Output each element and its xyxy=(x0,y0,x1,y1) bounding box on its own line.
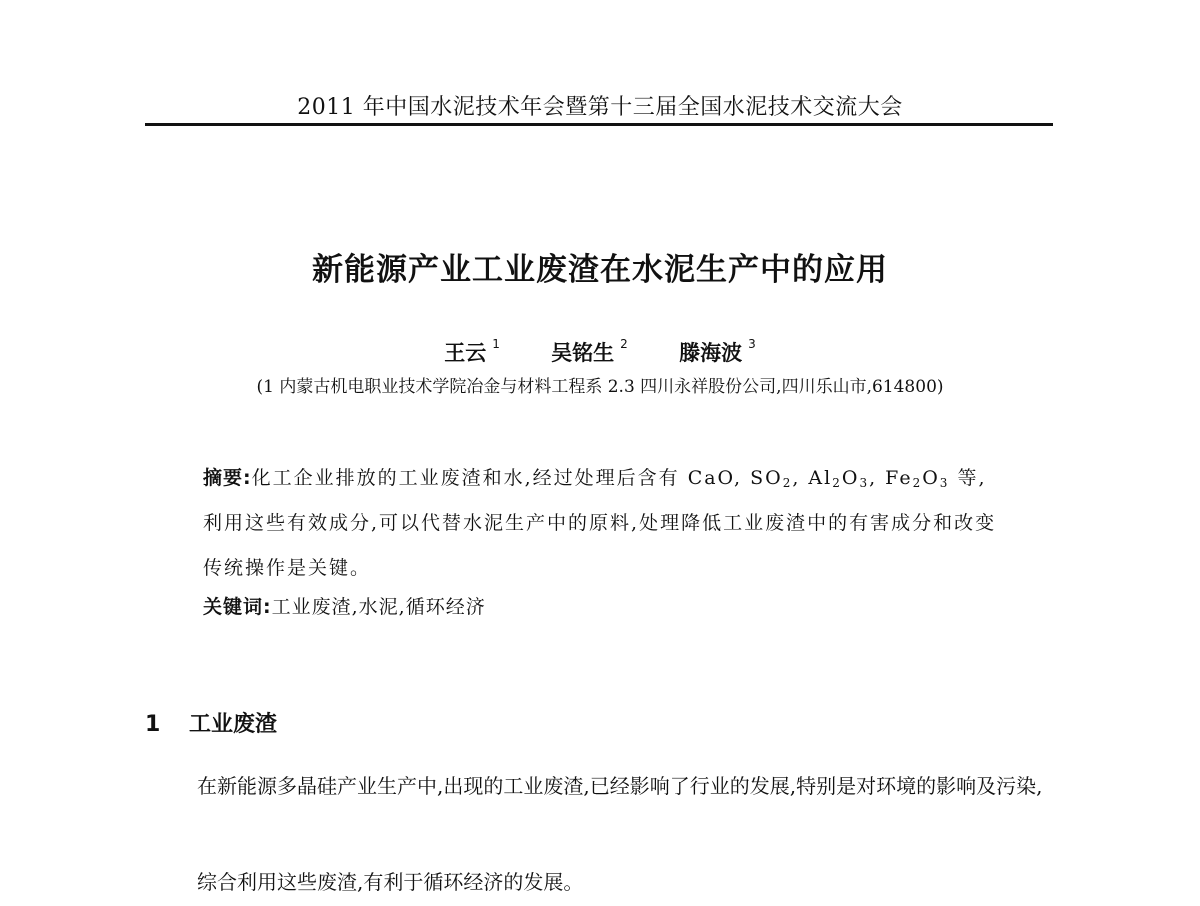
section-title: 工业废渣 xyxy=(189,712,278,737)
author-mark: 1 xyxy=(492,337,500,351)
keywords-label: 关键词: xyxy=(203,596,272,618)
running-header: 2011 年中国水泥技术年会暨第十三届全国水泥技术交流大会 xyxy=(297,95,903,120)
abstract-text: O xyxy=(841,467,860,489)
subscript: 2 xyxy=(832,476,842,490)
abstract-label: 摘要: xyxy=(203,467,252,489)
keywords xyxy=(203,592,1003,619)
abstract-text: 等,利用这些有效成分,可以代替水泥生产中的原料,处理降低工业废渣中的有害成分和改变传统操作是关键。 xyxy=(203,467,997,579)
subscript: 2 xyxy=(912,476,923,490)
body-paragraph: 在新能源多晶硅产业生产中,出现的工业废渣,已经影响了行业的发展,特别是对环境的影响及污染, xyxy=(197,774,1043,798)
author-name: 滕海波 xyxy=(679,341,743,365)
abstract-text: 化工企业排放的工业废渣和水,经过处理后含有 CaO, SO xyxy=(251,467,783,489)
abstract-text: , Fe xyxy=(869,467,913,489)
abstract xyxy=(203,456,1003,591)
author-mark: 3 xyxy=(748,337,756,351)
author-2 xyxy=(551,337,628,367)
abstract-text: , Al xyxy=(792,467,833,489)
section-number: 1 xyxy=(145,712,161,737)
subscript: 2 xyxy=(782,476,793,490)
subscript: 3 xyxy=(859,476,870,490)
author-name: 王云 xyxy=(444,341,487,365)
affiliation: (1 内蒙古机电职业技术学院冶金与材料工程系 2.3 四川永祥股份公司,四川乐山市,614800) xyxy=(256,377,944,397)
body-paragraph: 综合利用这些废渣,有利于循环经济的发展。 xyxy=(197,870,584,894)
paper-title: 新能源产业工业废渣在水泥生产中的应用 xyxy=(312,252,888,288)
keywords-text: 工业废渣,水泥,循环经济 xyxy=(271,596,486,618)
abstract-text: O xyxy=(922,467,940,489)
author-3 xyxy=(679,337,756,367)
author-mark: 2 xyxy=(620,337,628,351)
author-name: 吴铭生 xyxy=(551,341,615,365)
author-1 xyxy=(444,337,500,367)
author-list xyxy=(0,337,1200,367)
header-rule xyxy=(145,123,1053,126)
subscript: 3 xyxy=(939,476,950,490)
section-heading xyxy=(145,707,277,738)
